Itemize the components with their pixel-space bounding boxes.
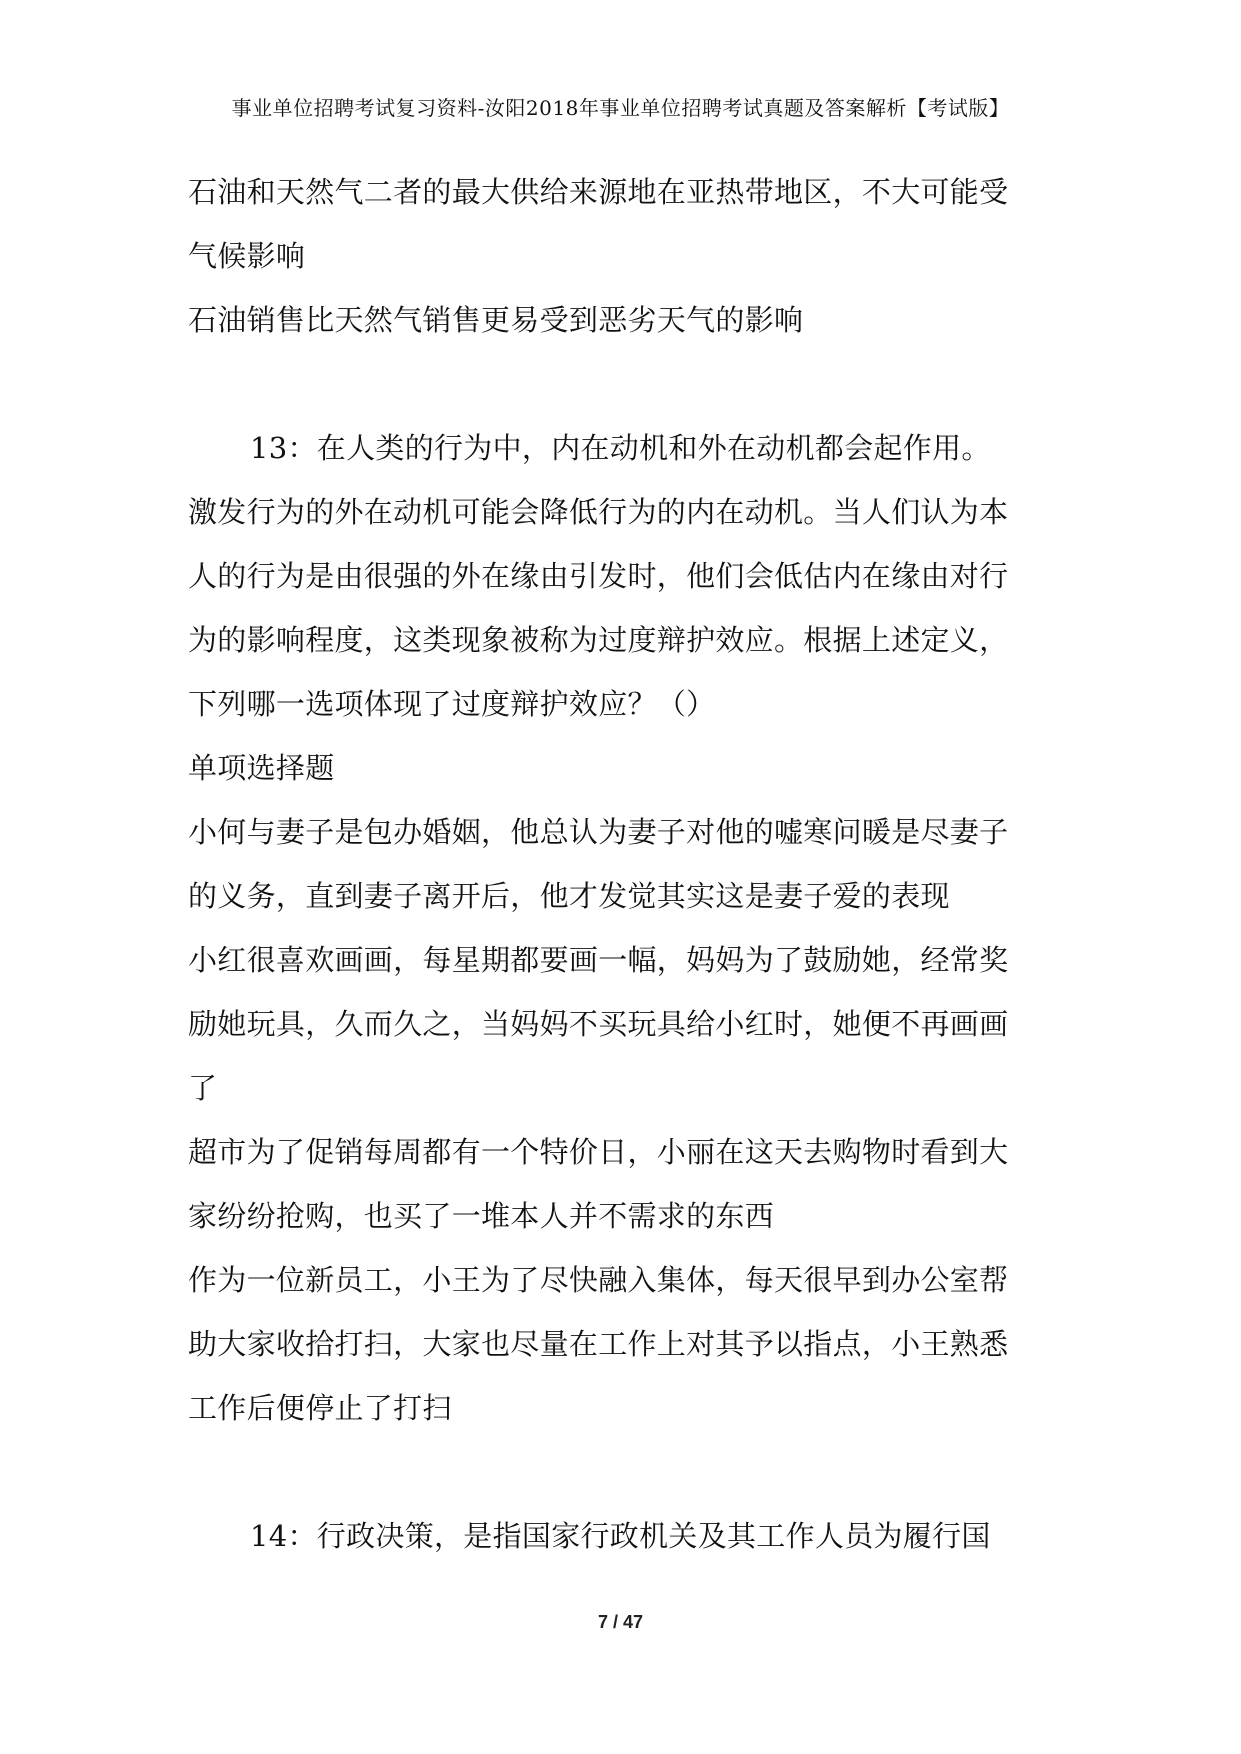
option-line: 小何与妻子是包办婚姻，他总认为妻子对他的嘘寒问暖是尽妻子 [188, 815, 1009, 849]
option-d [188, 1248, 1088, 1440]
option-c [188, 1120, 1088, 1248]
question-stem-line: 下列哪一选项体现了过度辩护效应？（） [188, 687, 716, 721]
option-line: 超市为了促销每周都有一个特价日，小丽在这天去购物时看到大 [188, 1135, 1009, 1169]
option-line: 家纷纷抢购，也买了一堆本人并不需求的东西 [188, 1199, 775, 1233]
option-line: 石油和天然气二者的最大供给来源地在亚热带地区，不大可能受 [188, 175, 1009, 209]
spacer [188, 352, 1088, 416]
option-line: 气候影响 [188, 239, 306, 273]
question-14 [188, 1504, 1088, 1568]
prev-option-c [188, 160, 1088, 288]
option-line: 小红很喜欢画画，每星期都要画一幅，妈妈为了鼓励她，经常奖 [188, 943, 1009, 977]
prev-option-d [188, 288, 1088, 352]
question-stem-line: 13：在人类的行为中，内在动机和外在动机都会起作用。 [250, 431, 991, 465]
option-line: 工作后便停止了打扫 [188, 1391, 452, 1425]
page-header: 事业单位招聘考试复习资料-汝阳2018年事业单位招聘考试真题及答案解析【考试版】 [231, 96, 1010, 120]
document-body [188, 160, 1088, 1568]
page-number: 7 / 47 [597, 1612, 644, 1632]
question-stem-line: 激发行为的外在动机可能会降低行为的内在动机。当人们认为本 [188, 495, 1009, 529]
question-stem-line: 14：行政决策，是指国家行政机关及其工作人员为履行国 [250, 1519, 991, 1553]
spacer [188, 1440, 1088, 1504]
question-stem-line: 人的行为是由很强的外在缘由引发时，他们会低估内在缘由对行 [188, 559, 1009, 593]
option-line: 助大家收拾打扫，大家也尽量在工作上对其予以指点，小王熟悉 [188, 1327, 1009, 1361]
option-line: 作为一位新员工，小王为了尽快融入集体，每天很早到办公室帮 [188, 1263, 1009, 1297]
option-line: 的义务，直到妻子离开后，他才发觉其实这是妻子爱的表现 [188, 879, 950, 913]
option-line: 励她玩具，久而久之，当妈妈不买玩具给小红时，她便不再画画 [188, 1007, 1009, 1041]
question-stem-line: 为的影响程度，这类现象被称为过度辩护效应。根据上述定义， [188, 623, 1009, 657]
question-13 [188, 416, 1088, 1440]
option-line: 石油销售比天然气销售更易受到恶劣天气的影响 [188, 303, 804, 337]
option-line: 了 [188, 1071, 218, 1105]
question-type: 单项选择题 [188, 751, 335, 785]
option-b [188, 928, 1088, 1120]
option-a [188, 800, 1088, 928]
